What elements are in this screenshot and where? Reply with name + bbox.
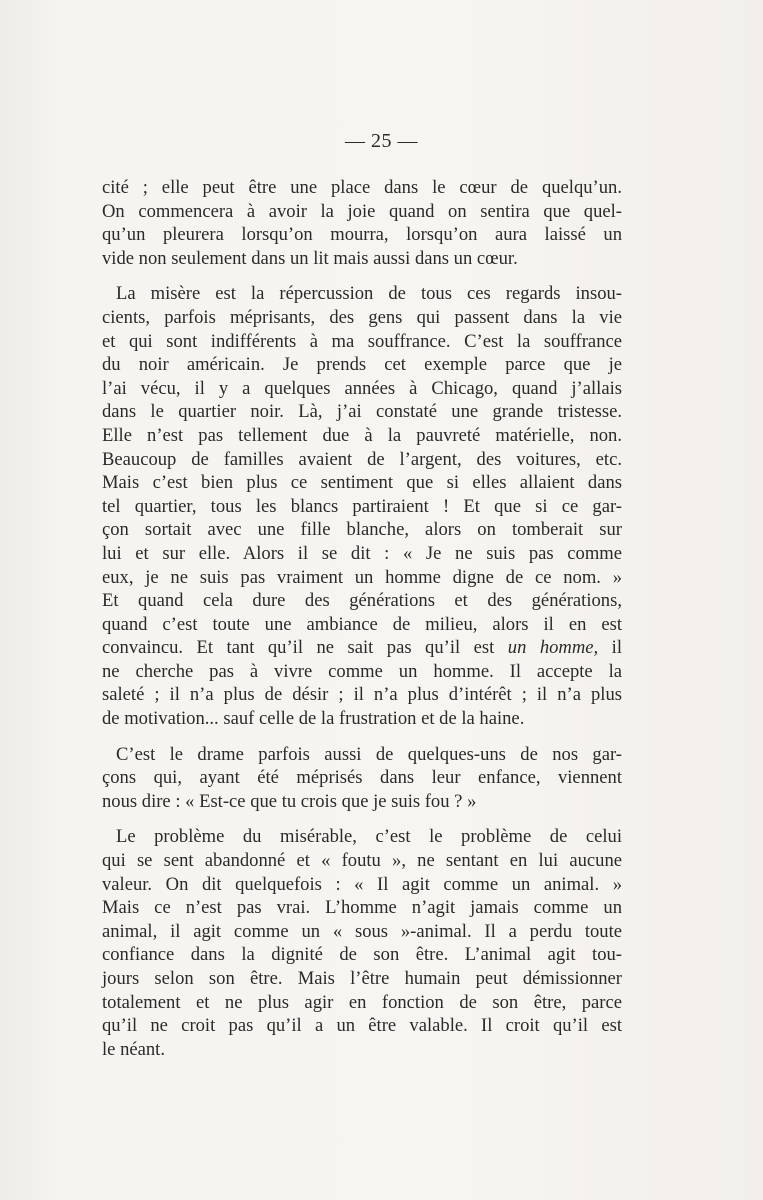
text-line: dans le quartier noir. Là, j’ai constaté une grande tristesse. [102,401,622,423]
text-line: Mais ce n’est pas vrai. L’homme n’agit jamais comme un [102,897,622,919]
text-line: Et quand cela dure des générations et des générations, [102,590,622,612]
text-line: La misère est la répercussion de tous ces regards insou- [116,283,622,305]
text-line: nous dire : « Est-ce que tu crois que je suis fou ? » [102,790,477,812]
text-line: quand c’est toute une ambiance de milieu, alors il en est [102,613,622,635]
text-line: le néant. [102,1038,165,1060]
text-line: tel quartier, tous les blancs partiraient ! Et que si ce gar- [102,495,622,517]
text-line: confiance dans la dignité de son être. L’animal agit tou- [102,944,622,966]
paragraph-1 [102,176,622,270]
text-line: du noir américain. Je prends cet exemple parce que je [102,354,622,376]
text-line: de motivation... sauf celle de la frustration et de la haine. [102,708,525,730]
text-line: ne cherche pas à vivre comme un homme. Il accepte la [102,660,622,682]
text-line: animal, il agit comme un « sous »-animal. Il a perdu toute [102,920,622,942]
text-line: convaincu. Et tant qu’il ne sait pas qu’il est un homme, il [102,637,622,659]
page-number: — 25 — [345,130,418,152]
paragraph-4 [102,825,622,1061]
text-line: totalement et ne plus agir en fonction de son être, parce [102,991,622,1013]
text-line: saleté ; il n’a plus de désir ; il n’a plus d’intérêt ; il n’a plus [102,684,622,706]
text-line: Beaucoup de familles avaient de l’argent, des voitures, etc. [102,448,622,470]
text-line: çons qui, ayant été méprisés dans leur enfance, viennent [102,767,622,789]
text-line: valeur. On dit quelquefois : « Il agit comme un animal. » [102,873,622,895]
text-line: qui se sent abandonné et « foutu », ne sentant en lui aucune [102,850,622,872]
text-line: eux, je ne suis pas vraiment un homme digne de ce nom. » [102,566,622,588]
text-line: et qui sont indifférents à ma souffrance. C’est la souffrance [102,330,622,352]
text-line: lui et sur elle. Alors il se dit : « Je ne suis pas comme [102,542,622,564]
body-text [102,176,622,1061]
text-line: qu’il ne croit pas qu’il a un être valable. Il croit qu’il est [102,1015,622,1037]
text-line: Mais c’est bien plus ce sentiment que si elles allaient dans [102,472,622,494]
text-line: l’ai vécu, il y a quelques années à Chicago, quand j’allais [102,377,622,399]
text-line: C’est le drame parfois aussi de quelques-uns de nos gar- [116,743,622,765]
text-line: vide non seulement dans un lit mais aussi dans un cœur. [102,247,518,269]
text-line: cients, parfois méprisants, des gens qui passent dans la vie [102,306,622,328]
text-line: On commencera à avoir la joie quand on sentira que quel- [102,200,622,222]
text-line: jours selon son être. Mais l’être humain peut démissionner [102,968,622,989]
text-line: Le problème du misérable, c’est le problème de celui [116,826,622,848]
paragraph-2 [102,282,622,730]
text-line: cité ; elle peut être une place dans le cœur de quelqu’un. [102,177,622,198]
text-line: qu’un pleurera lorsqu’on mourra, lorsqu’on aura laissé un [102,224,622,246]
text-line: çon sortait avec une fille blanche, alors on tomberait sur [102,519,622,541]
text-line: Elle n’est pas tellement due à la pauvreté matérielle, non. [102,424,622,446]
paragraph-3 [102,743,622,814]
